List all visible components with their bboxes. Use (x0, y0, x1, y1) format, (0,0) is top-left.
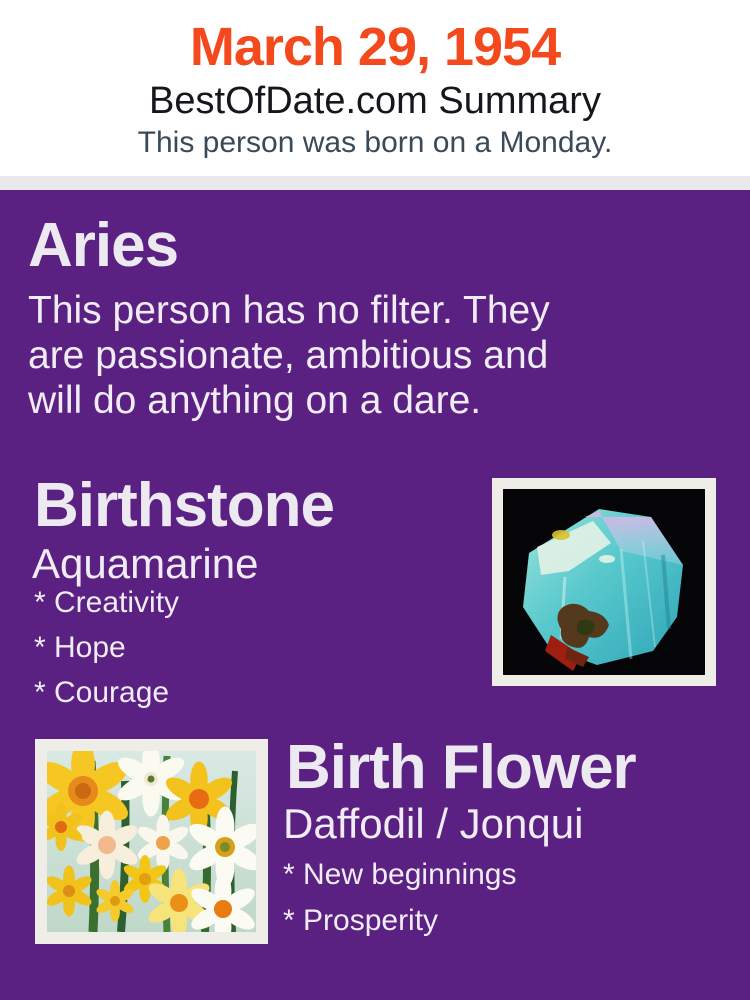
birthstone-trait: * Creativity (34, 586, 180, 619)
birthstone-trait: * Hope (34, 631, 126, 664)
birthstone-heading: Birthstone (34, 471, 334, 540)
zodiac-description (28, 288, 550, 423)
zodiac-description-line: This person has no filter. They (28, 289, 550, 332)
birth-flower-trait: * Prosperity (283, 904, 439, 937)
date-title: March 29, 1954 (189, 17, 561, 77)
header (0, 0, 750, 176)
header-divider (0, 176, 750, 190)
birthstone-name: Aquamarine (32, 540, 259, 587)
zodiac-description-line: are passionate, ambitious and (28, 334, 549, 377)
aquamarine-stone-image (503, 489, 705, 675)
site-summary-title: BestOfDate.com Summary (149, 80, 601, 122)
daffodil-flowers-image (47, 751, 256, 932)
birth-flower-name: Daffodil / Jonqui (283, 800, 584, 847)
born-on-subtitle: This person was born on a Monday. (137, 126, 613, 159)
birth-flower-traits (283, 852, 516, 944)
birthstone-traits (34, 580, 179, 715)
summary-body (0, 190, 750, 1000)
birth-flower-heading: Birth Flower (286, 733, 636, 802)
birthstone-trait: * Courage (34, 676, 170, 709)
birth-flower-trait: * New beginnings (283, 858, 517, 891)
birth-flower-photo (35, 739, 268, 944)
birthstone-photo (492, 478, 716, 686)
zodiac-description-line: will do anything on a dare. (28, 379, 482, 422)
zodiac-sign-heading: Aries (28, 211, 179, 280)
